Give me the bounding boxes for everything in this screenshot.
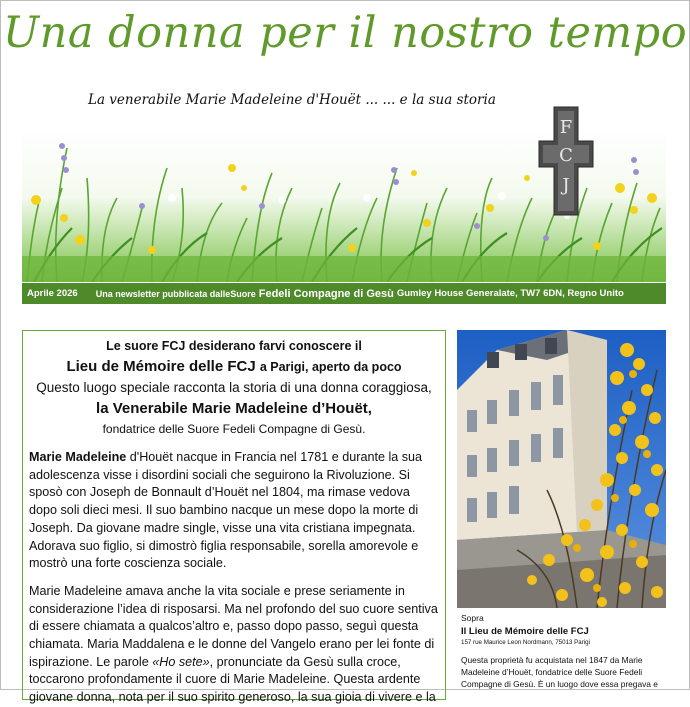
issue-date: Aprile 2026	[27, 288, 78, 299]
lieu-de-memoire-photo	[457, 330, 666, 608]
publisher-name: Fedeli Compagne di Gesù	[258, 287, 394, 300]
article-intro	[23, 337, 445, 439]
svg-text:C: C	[559, 145, 573, 166]
paragraph-2-text-b: , pronunciate da Gesù sulla croce, toccarono profondamente il cuore di Marie Madeleine. Questa ardente giovane donna, nota per il suo spirito generoso, la sua gioia di vivere e la	[29, 654, 436, 705]
caption-text: Questa proprietà fu acquistata nel 1847 da Marie Madeleine d’Houët, fondatrice delle Suore Fedeli Compagne di Gesù. È un luogo dove essa pregava e	[461, 655, 658, 689]
intro-place-name: Lieu de Mémoire delle FCJ	[66, 358, 256, 375]
paragraph-2-text-a: Marie Madeleine amava anche la vita sociale e prese seriamente in considerazione l’idea di risposarsi. Ma nel profondo del suo cuore sentiva di essere chiamata a qualcos’altro e, passo dopo passo, seguì questa chiamata. Maria Maddalena e le donne del Vangelo erano per lei fonte di ispirazione. Le parole	[29, 583, 438, 669]
publisher-address: Gumley House Generalate, TW7 6DN, Regno Unito	[396, 288, 624, 299]
newsletter-title: Una donna per il nostro tempo	[2, 8, 688, 58]
newsletter-info-bar	[22, 283, 666, 304]
newsletter-subtitle: La venerabile Marie Madeleine d'Houët ... ... e la sua storia	[88, 92, 496, 108]
intro-line-2	[23, 356, 445, 378]
intro-line-1: Le suore FCJ desiderano farvi conoscere il	[106, 339, 362, 353]
photo-caption	[461, 612, 676, 690]
intro-line-5: fondatrice delle Suore Fedeli Compagne di Gesù.	[102, 422, 366, 436]
caption-title: Il Lieu de Mémoire delle FCJ	[461, 626, 589, 637]
intro-line-4: la Venerabile Marie Madeleine d’Houët,	[96, 400, 372, 417]
fcj-cross-logo	[537, 105, 595, 217]
article-paragraph-2	[29, 583, 439, 707]
article-paragraph-1	[29, 449, 439, 573]
paragraph-1-text: d'Houët nacque in Francia nel 1781 e durante la sua adolescenza visse i disordini sociali che seguirono la Rivoluzione. Si sposò con Joseph de Bonnault d’Houët nel 1804, ma rimase vedova dopo soli dieci mesi. Il suo bambino nacque un mese dopo la morte di Joseph. Da giovane madre single, visse una vita cristiana impegnata. Adorava suo figlio, si dimostrò figlia responsabile, sorella amorevole e mostrò una forte coscienza sociale.	[29, 450, 423, 571]
paragraph-2-quote: «Ho sete»	[152, 654, 210, 669]
publisher-intro: Una newsletter pubblicata dalleSuore	[95, 288, 256, 299]
svg-text:F: F	[559, 117, 573, 138]
intro-place-tail: a Parigi, aperto da poco	[259, 360, 402, 374]
svg-text:J: J	[562, 175, 570, 196]
caption-address: 157 rue Maurice Leon Nordmann, 75013 Parigi	[461, 639, 590, 646]
intro-line-3: Questo luogo speciale racconta la storia di una donna coraggiosa,	[36, 380, 432, 395]
main-article	[22, 330, 446, 705]
subject-name: Marie Madeleine	[29, 450, 127, 464]
caption-label: Sopra	[461, 613, 484, 623]
